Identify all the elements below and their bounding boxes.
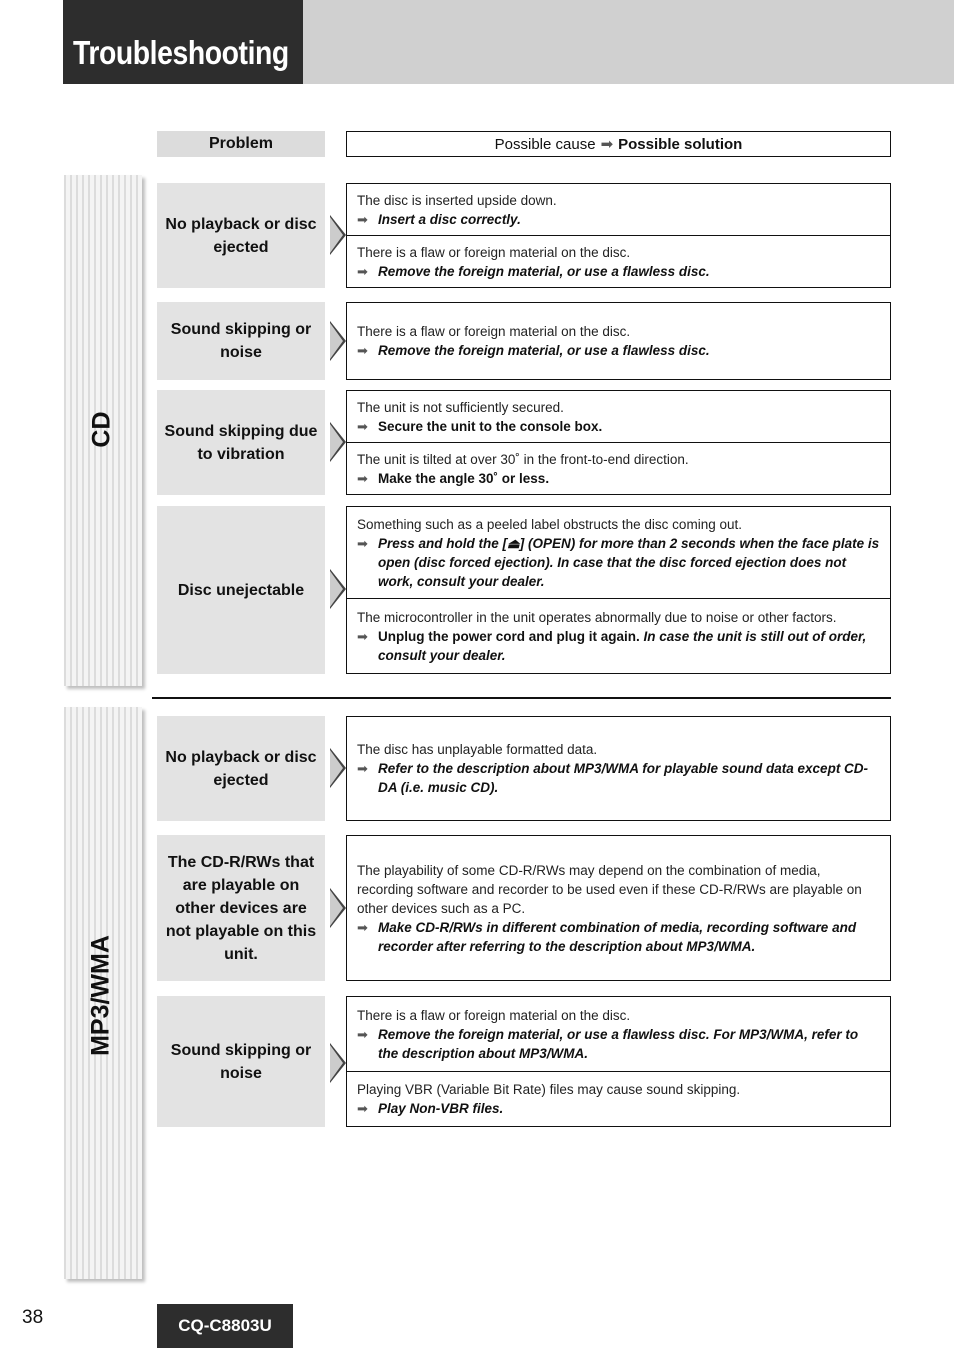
- solution-box: [346, 302, 891, 380]
- section-divider: [152, 697, 891, 699]
- solution-text: Remove the foreign material, or use a flawless disc.: [378, 343, 710, 358]
- cause-text: There is a flaw or foreign material on the disc.: [357, 1007, 631, 1023]
- header-band: [303, 0, 954, 84]
- problem-cell: Disc unejectable: [157, 506, 325, 674]
- right-arrow-icon: ➡: [357, 761, 368, 776]
- solution-box: [346, 996, 891, 1127]
- right-arrow-icon: ➡: [357, 343, 368, 358]
- cause-text: The unit is tilted at over 30˚ in the front-to-end direction.: [357, 451, 689, 467]
- cause-text: The unit is not sufficiently secured.: [357, 399, 564, 415]
- column-header-cause: Possible cause: [494, 135, 596, 153]
- cause-text: The disc is inserted upside down.: [357, 192, 557, 208]
- section-tab-mp3wma: [64, 707, 142, 1279]
- column-header-possible-solution: Possible solution: [618, 135, 743, 153]
- cause-text: Playing VBR (Variable Bit Rate) files may cause sound skipping.: [357, 1082, 741, 1097]
- pointer-arrow-icon: [330, 569, 346, 609]
- cause-solution-cell: [347, 442, 890, 494]
- solution-box: [346, 716, 891, 821]
- solution-text: Remove the foreign material, or use a flawless disc.: [378, 263, 710, 279]
- problem-cell: Sound skipping or noise: [157, 302, 325, 380]
- cause-text: There is a flaw or foreign material on the disc.: [357, 244, 631, 260]
- problem-cell: No playback or disc ejected: [157, 183, 325, 288]
- solution-text: Secure the unit to the console box.: [378, 418, 603, 434]
- cause-solution-cell: [347, 1071, 890, 1126]
- cause-solution-cell: [347, 717, 890, 820]
- pointer-arrow-icon: [330, 321, 346, 361]
- solution-box: [346, 183, 891, 288]
- right-arrow-icon: ➡: [357, 418, 368, 434]
- cause-text: There is a flaw or foreign material on the disc.: [357, 324, 631, 339]
- column-header-problem: Problem: [157, 131, 325, 157]
- problem-cell: No playback or disc ejected: [157, 716, 325, 821]
- right-arrow-icon: ➡: [357, 535, 368, 551]
- solution-text: Press and hold the [⏏] (OPEN) for more than 2 seconds when the face plate is open (disc forced ejection). In case that the disc forced ejection does not work, consult your dealer.: [378, 535, 880, 589]
- cause-text: The microcontroller in the unit operates abnormally due to noise or other factors.: [357, 609, 837, 625]
- cause-solution-cell: [347, 836, 890, 980]
- right-arrow-icon: ➡: [357, 1101, 368, 1116]
- problem-cell: Sound skipping due to vibration: [157, 390, 325, 495]
- solution-text: Remove the foreign material, or use a flawless disc. For MP3/WMA, refer to the description about MP3/WMA.: [378, 1026, 859, 1061]
- section-tab-cd: [64, 175, 142, 686]
- cause-text: The playability of some CD-R/RWs may depend on the combination of media, recording software and recorder to be used even if these CD-R/RWs are playable on other devices such as a PC.: [357, 862, 862, 916]
- solution-text: Make CD-R/RWs in different combination of media, recording software and recorder after referring to the description about MP3/WMA.: [378, 919, 857, 954]
- right-arrow-icon: ➡: [357, 470, 368, 486]
- problem-cell: Sound skipping or noise: [157, 996, 325, 1127]
- cause-text: The disc has unplayable formatted data.: [357, 742, 598, 757]
- model-badge: CQ-C8803U: [157, 1304, 293, 1348]
- solution-text: Insert a disc correctly.: [378, 211, 521, 227]
- cause-solution-cell: [347, 507, 890, 598]
- cause-solution-cell: [347, 303, 890, 379]
- solution-text: Play Non-VBR files.: [378, 1101, 504, 1116]
- column-header-solution: [346, 131, 891, 157]
- pointer-arrow-icon: [330, 215, 346, 255]
- cause-solution-cell: [347, 391, 890, 442]
- pointer-arrow-icon: [330, 422, 346, 462]
- page-title: Troubleshooting: [73, 34, 289, 71]
- right-arrow-icon: ➡: [357, 263, 368, 279]
- cause-solution-cell: [347, 997, 890, 1071]
- solution-box: [346, 390, 891, 495]
- solution-box: [346, 506, 891, 674]
- right-arrow-icon: ➡: [357, 1026, 368, 1042]
- cause-solution-cell: [347, 598, 890, 673]
- solution-text-extra: In case the unit is still out of order, consult your dealer.: [378, 628, 867, 663]
- right-arrow-icon: ➡: [357, 919, 368, 935]
- cause-text: Something such as a peeled label obstructs the disc coming out.: [357, 516, 742, 532]
- section-label-mp3wma: MP3/WMA: [86, 935, 115, 1056]
- right-arrow-icon: ➡: [600, 136, 614, 153]
- cause-solution-cell: [347, 184, 890, 235]
- solution-text: Refer to the description about MP3/WMA for playable sound data except CD-DA (i.e. music CD).: [378, 761, 869, 795]
- pointer-arrow-icon: [330, 748, 346, 788]
- section-label-cd: CD: [87, 411, 116, 448]
- problem-cell: The CD-R/RWs that are playable on other devices are not playable on this unit.: [157, 835, 325, 981]
- right-arrow-icon: ➡: [357, 628, 368, 644]
- solution-text: Make the angle 30˚ or less.: [378, 470, 550, 486]
- cause-solution-cell: [347, 235, 890, 287]
- pointer-arrow-icon: [330, 1043, 346, 1083]
- solution-text: Unplug the power cord and plug it again.: [378, 628, 640, 644]
- pointer-arrow-icon: [330, 888, 346, 928]
- right-arrow-icon: ➡: [357, 211, 368, 227]
- page-number: 38: [22, 1307, 44, 1328]
- solution-box: [346, 835, 891, 981]
